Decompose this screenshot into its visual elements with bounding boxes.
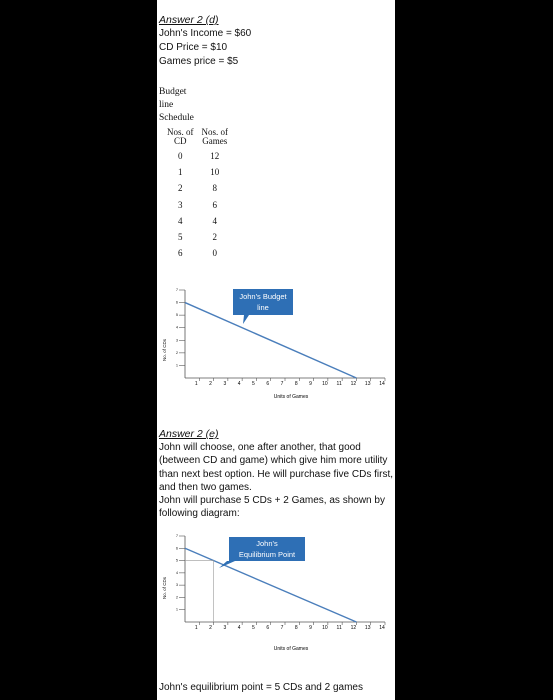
chart2-ylabel: No. of CDs xyxy=(162,576,167,600)
chart1-x-tick-label: 6 xyxy=(266,381,270,387)
chart2-x-tick-label: 13 xyxy=(364,625,371,631)
table-row: 0 12 xyxy=(178,150,220,161)
header-games: Nos. of Games xyxy=(201,127,228,146)
chart1-y-tick-label: 2 xyxy=(176,350,178,355)
chart1-x-tick-label: 9 xyxy=(309,381,312,387)
equilibrium-chart-svg xyxy=(157,528,395,653)
table-row: 5 2 xyxy=(178,232,217,243)
chart2-y-tick-label: 3 xyxy=(176,583,178,588)
schedule-title-2: line xyxy=(159,100,174,110)
chart2-x-tick-label: 10 xyxy=(322,625,328,631)
svg-text:John's: John's xyxy=(256,539,278,548)
table-row: 1 10 xyxy=(178,166,220,177)
income-line: John's Income = $60 xyxy=(159,28,252,39)
equilibrium-conclusion: John's equilibrium point = 5 CDs and 2 games xyxy=(159,682,363,693)
chart2-x-tick-label: 2 xyxy=(209,625,212,631)
games-price-line: Games price = $5 xyxy=(159,56,239,67)
chart1-y-tick-label: 1 xyxy=(176,363,178,368)
chart2-xlabel: Units of Games xyxy=(273,646,309,652)
chart1-x-tick-label: 7 xyxy=(280,381,284,387)
header-cd: Nos. of CD xyxy=(167,127,194,146)
svg-text:John's Budget: John's Budget xyxy=(239,292,287,301)
chart1-x-tick-label: 3 xyxy=(223,381,227,387)
chart2-y-tick-label: 4 xyxy=(176,570,178,575)
document-page xyxy=(157,0,395,700)
chart1-x-tick-label: 14 xyxy=(379,381,385,387)
chart2-y-tick-label: 2 xyxy=(176,595,178,600)
chart1-x-tick-label: 2 xyxy=(209,381,212,387)
budget-line-chart xyxy=(157,280,395,405)
chart2-x-tick-label: 4 xyxy=(237,625,241,631)
table-row: 2 8 xyxy=(178,183,217,194)
table-row: 3 6 xyxy=(178,199,217,210)
chart1-x-tick-label: 10 xyxy=(322,381,328,387)
chart2-x-tick-label: 3 xyxy=(223,625,227,631)
chart2-y-tick-label: 7 xyxy=(176,534,178,538)
answer-e-title: Answer 2 (e) xyxy=(159,428,219,440)
table-row: 4 4 xyxy=(178,215,217,226)
schedule-title-1: Budget xyxy=(159,87,187,97)
chart2-x-tick-label: 14 xyxy=(379,625,385,631)
budget-schedule-table xyxy=(163,128,232,262)
chart1-ylabel: No. of CDs xyxy=(162,338,167,362)
chart2-y-tick-label: 5 xyxy=(176,558,178,563)
budget-callout xyxy=(233,289,293,324)
schedule-title-3: Schedule xyxy=(159,113,194,123)
chart2-x-tick-label: 8 xyxy=(294,625,298,631)
chart1-y-tick-label: 7 xyxy=(176,288,178,292)
chart1-xlabel: Units of Games xyxy=(273,394,309,400)
chart2-x-tick-label: 12 xyxy=(350,625,357,631)
answer-e-paragraph-2: John will purchase 5 CDs + 2 Games, as shown by following diagram: xyxy=(159,495,385,520)
svg-text:line: line xyxy=(257,303,269,312)
chart1-y-tick-label: 5 xyxy=(176,313,178,318)
chart2-x-tick-label: 9 xyxy=(309,625,312,631)
answer-e-paragraph: John will choose, one after another, that good (between CD and game) which give him more utility than next best option. He will purchase five CDs first, and then two games. xyxy=(159,442,393,493)
chart1-x-tick-label: 1 xyxy=(194,381,198,387)
chart2-y-tick-label: 6 xyxy=(176,546,178,551)
chart2-x-tick-label: 5 xyxy=(252,625,255,631)
chart1-y-tick-label: 4 xyxy=(176,325,178,330)
chart2-x-tick-label: 6 xyxy=(266,625,270,631)
answer-d-title: Answer 2 (d) xyxy=(159,14,219,26)
chart2-x-tick-label: 1 xyxy=(194,625,198,631)
chart1-x-tick-label: 13 xyxy=(364,381,371,387)
table-row: 6 0 xyxy=(178,248,217,259)
chart2-x-tick-label: 7 xyxy=(280,625,284,631)
chart1-x-tick-label: 12 xyxy=(350,381,357,387)
cd-price-line: CD Price = $10 xyxy=(159,42,228,53)
chart1-y-tick-label: 6 xyxy=(176,300,178,305)
chart1-x-tick-label: 8 xyxy=(294,381,298,387)
svg-text:Equilibrium Point: Equilibrium Point xyxy=(238,550,296,559)
chart1-x-tick-label: 4 xyxy=(237,381,241,387)
chart1-y-tick-label: 3 xyxy=(176,338,178,343)
chart2-y-tick-label: 1 xyxy=(176,607,178,612)
equilibrium-chart xyxy=(157,528,395,653)
equilibrium-callout xyxy=(219,537,305,568)
chart2-x-tick-label: 11 xyxy=(336,625,342,631)
chart1-x-tick-label: 11 xyxy=(336,381,342,387)
budget-line-chart-svg xyxy=(157,280,395,405)
chart1-x-tick-label: 5 xyxy=(252,381,255,387)
